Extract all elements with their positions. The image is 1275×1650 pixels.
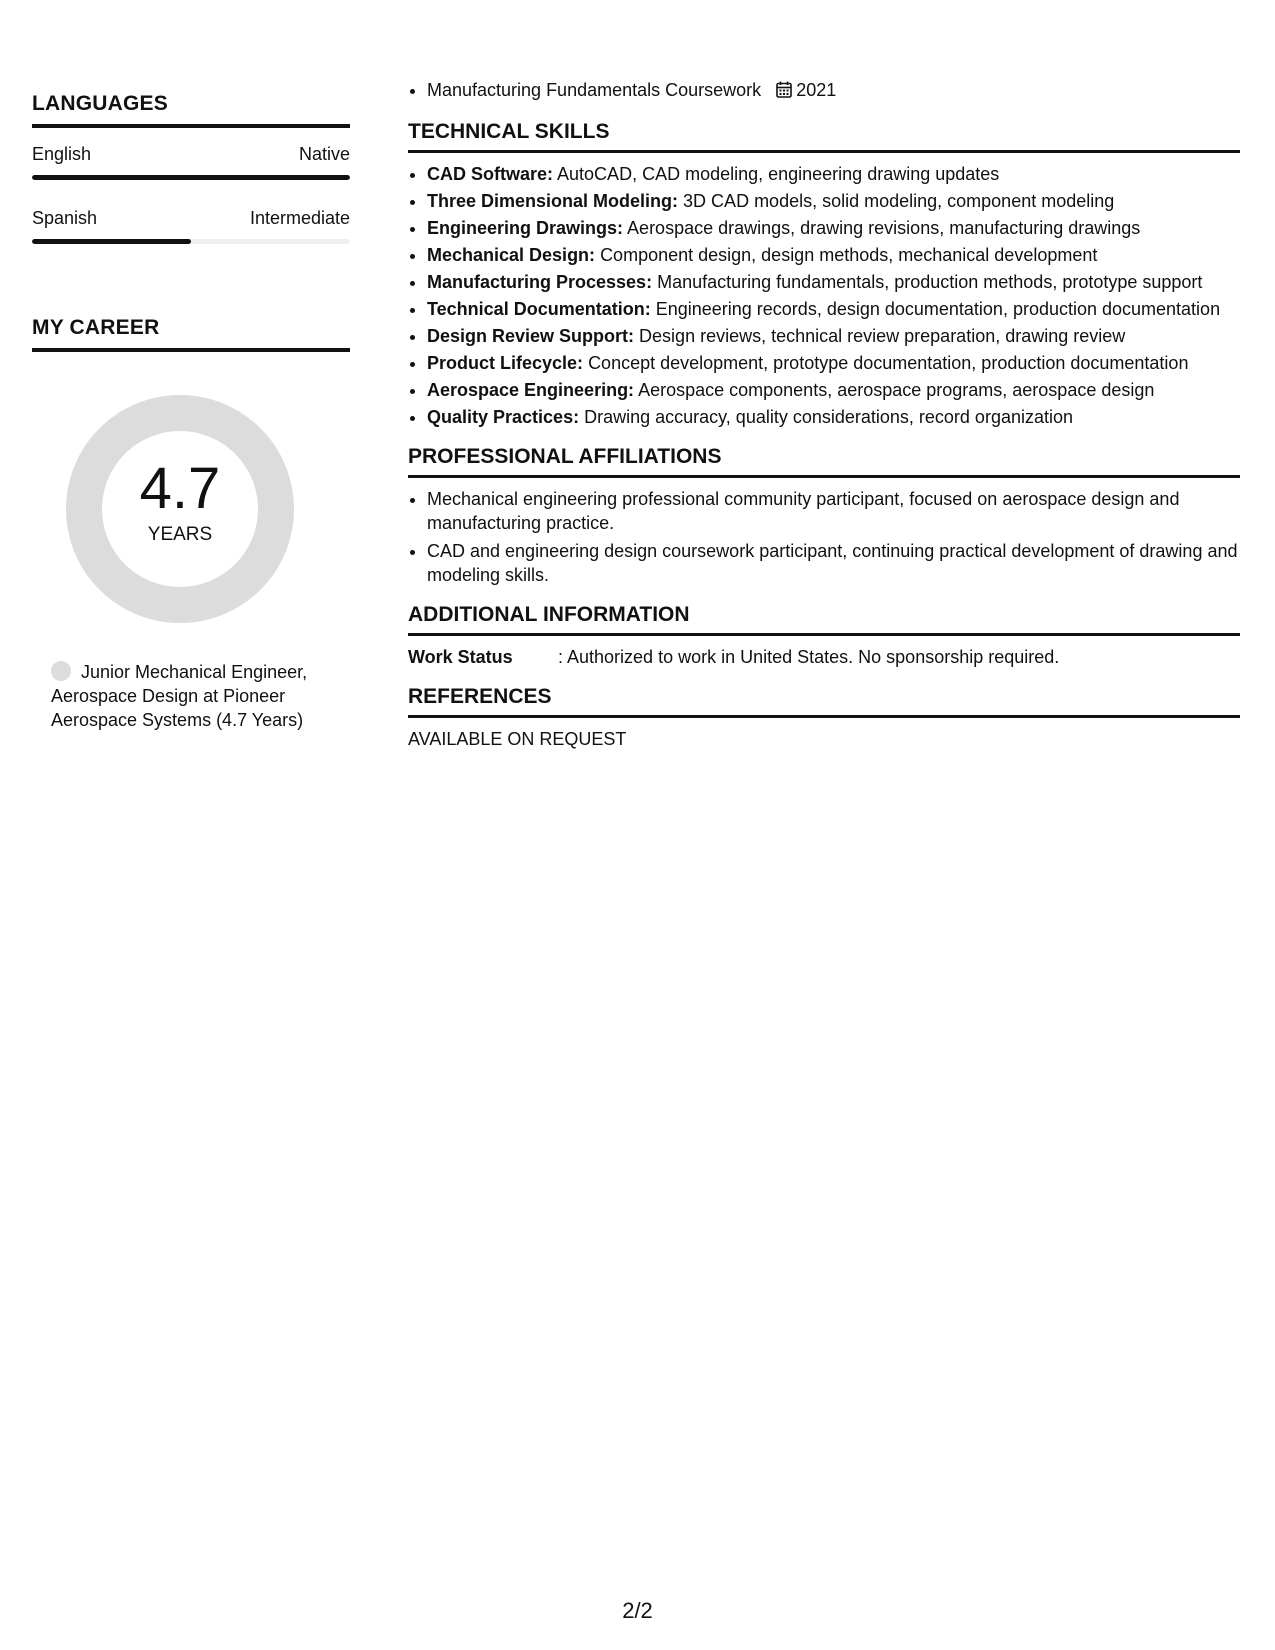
page-number: 2/2 (622, 1598, 653, 1623)
skill-item (427, 405, 1240, 429)
skill-text: Engineering records, design documentation, production documentation (655, 299, 1221, 319)
career-total-value: 4.7 (139, 456, 221, 521)
skill-text: AutoCAD, CAD modeling, engineering drawing updates (557, 164, 1000, 184)
career-legend-dot (51, 661, 71, 681)
skill-text: Manufacturing fundamentals, production methods, prototype support (657, 272, 1203, 292)
skill-item (427, 297, 1240, 321)
technical-skills-heading: TECHNICAL SKILLS (408, 120, 1240, 153)
affiliation-item: • CAD and engineering design coursework participant, continuing practical development of drawing and modeling skills. (427, 539, 1240, 587)
skill-text: 3D CAD models, solid modeling, component modeling (683, 191, 1115, 211)
course-name: Manufacturing Fundamentals Coursework (427, 80, 762, 100)
references-text: AVAILABLE ON REQUEST (408, 729, 627, 749)
skill-label: Technical Documentation: (427, 299, 651, 319)
skill-label: Manufacturing Processes: (427, 272, 653, 292)
additional-info-section (408, 603, 1240, 669)
course-item (427, 78, 1240, 104)
additional-info-heading: ADDITIONAL INFORMATION (408, 603, 1240, 636)
references-heading: REFERENCES (408, 685, 1240, 718)
language-name: Spanish (32, 208, 98, 228)
language-level: Intermediate (249, 208, 350, 228)
skill-item (427, 270, 1240, 294)
skill-label: CAD Software: (427, 164, 554, 184)
language-proficiency-fill (32, 175, 350, 180)
career-legend-item (51, 660, 350, 732)
info-value: : Authorized to work in United States. No sponsorship required. (558, 647, 1060, 667)
technical-skills-list (408, 162, 1240, 429)
info-row (408, 645, 1240, 669)
skill-item (427, 216, 1240, 240)
right-column (408, 78, 1240, 750)
skill-label: Three Dimensional Modeling: (427, 191, 679, 211)
references-section (408, 685, 1240, 750)
calendar-icon (776, 80, 792, 104)
affiliation-item: • Mechanical engineering professional community participant, focused on aerospace design and manufacturing practice. (427, 487, 1240, 535)
skill-item (427, 189, 1240, 213)
skill-text: Aerospace components, aerospace programs, aerospace design (638, 380, 1155, 400)
career-heading: MY CAREER (32, 316, 350, 352)
affiliations-section (408, 445, 1240, 587)
skill-text: Component design, design methods, mechanical development (600, 245, 1098, 265)
language-proficiency-bar (32, 239, 350, 244)
skill-item (427, 378, 1240, 402)
languages-list (32, 142, 350, 244)
skill-label: Quality Practices: (427, 407, 580, 427)
education-continued-list (408, 78, 1240, 104)
affiliations-list (408, 487, 1240, 587)
skill-item (427, 162, 1240, 186)
language-name: English (32, 144, 92, 164)
skill-text: Aerospace drawings, drawing revisions, manufacturing drawings (627, 218, 1141, 238)
skill-label: Product Lifecycle: (427, 353, 584, 373)
language-item (32, 206, 350, 244)
skill-label: Engineering Drawings: (427, 218, 624, 238)
career-total-unit: YEARS (147, 524, 213, 545)
affiliations-heading: PROFESSIONAL AFFILIATIONS (408, 445, 1240, 478)
career-legend-text: Junior Mechanical Engineer, Aerospace Design at Pioneer Aerospace Systems (4.7 Years) (51, 662, 308, 730)
skill-text: Design reviews, technical review preparation, drawing review (639, 326, 1126, 346)
language-proficiency-bar (32, 175, 350, 180)
languages-heading: LANGUAGES (32, 92, 350, 128)
info-label: Work Status (408, 647, 513, 667)
skill-item (427, 351, 1240, 375)
skill-label: Design Review Support: (427, 326, 635, 346)
language-level: Native (298, 144, 350, 164)
left-column (32, 92, 350, 732)
skill-text: Concept development, prototype documentation, production documentation (588, 353, 1189, 373)
skill-item (427, 243, 1240, 267)
skill-label: Mechanical Design: (427, 245, 596, 265)
technical-skills-section (408, 120, 1240, 429)
skill-item (427, 324, 1240, 348)
skill-label: Aerospace Engineering: (427, 380, 635, 400)
language-proficiency-fill (32, 239, 191, 244)
language-item (32, 142, 350, 180)
career-donut-chart (65, 394, 295, 624)
skill-text: Drawing accuracy, quality considerations, record organization (584, 407, 1074, 427)
course-year: 2021 (796, 80, 837, 100)
